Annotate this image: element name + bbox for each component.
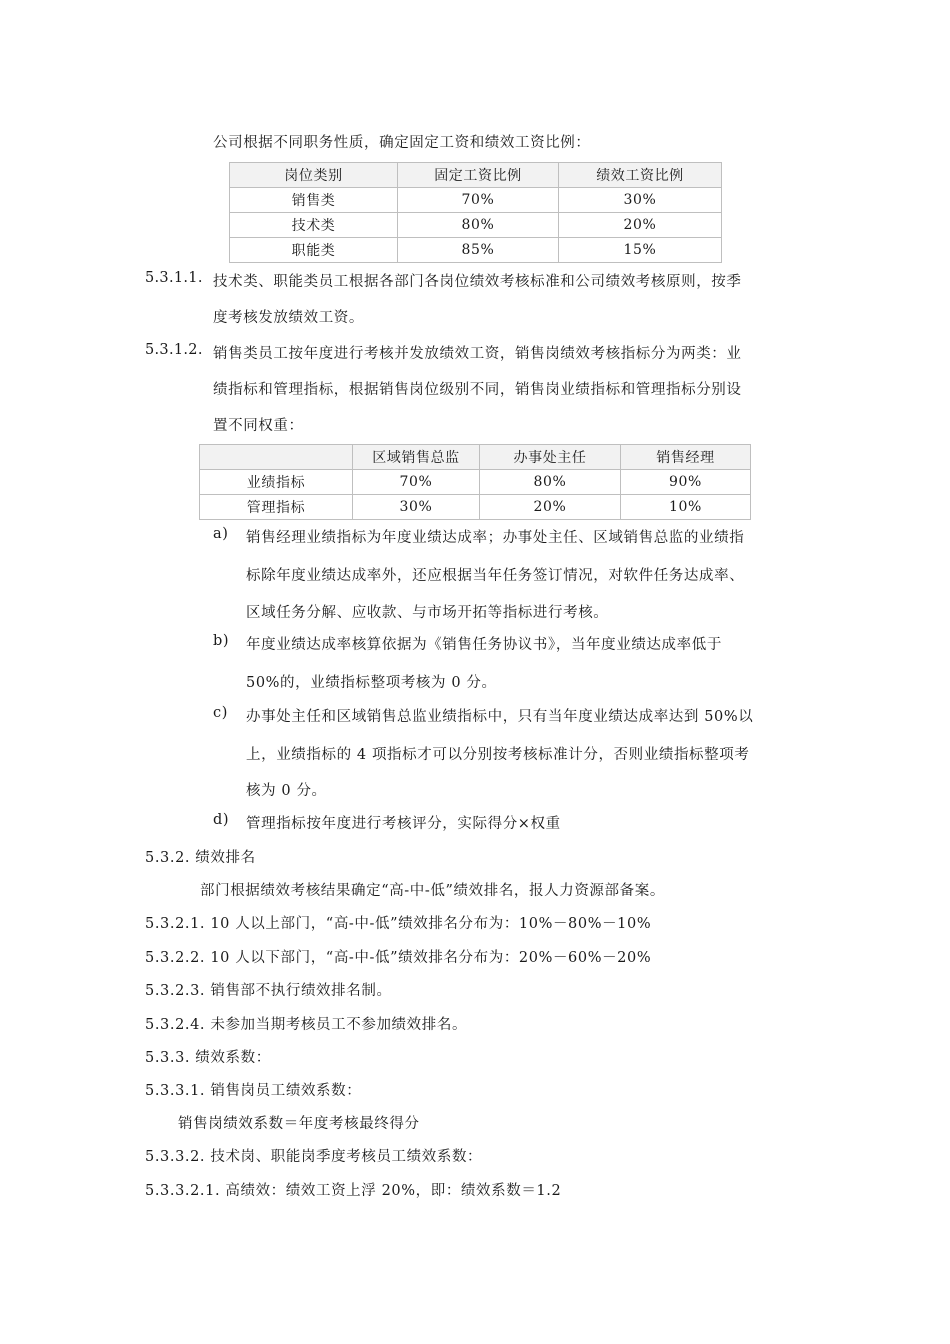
subsection-line: 5.3.3.2. 技术岗、职能岗季度考核员工绩效系数：: [145, 1149, 483, 1165]
subsection-line: 5.3.3.1. 销售岗员工绩效系数：: [145, 1083, 362, 1099]
table-header-cell: 销售经理: [621, 445, 751, 470]
table-cell: 90%: [621, 470, 751, 495]
list-item-label: b): [213, 633, 230, 649]
list-item-label: c): [213, 705, 228, 721]
list-item-line: 办事处主任和区域销售总监业绩指标中，只有当年度业绩达成率达到 50%以: [246, 709, 754, 725]
table-header-cell: 办事处主任: [480, 445, 621, 470]
table-header-row: [200, 445, 751, 470]
table-row: [230, 238, 722, 263]
table-row: [200, 470, 751, 495]
table-cell: 80%: [398, 213, 559, 238]
table-cell: 70%: [398, 188, 559, 213]
list-item-line: 核为 0 分。: [246, 783, 327, 799]
table-row: [230, 188, 722, 213]
list-item-line: 区域任务分解、应收款、与市场开拓等指标进行考核。: [246, 605, 609, 621]
section-heading: 5.3.2. 绩效排名: [145, 850, 256, 866]
table-header-row: [230, 163, 722, 188]
table-header-cell: 岗位类别: [230, 163, 398, 188]
table-cell: 15%: [559, 238, 722, 263]
paragraph-line: 技术类、职能类员工根据各部门各岗位绩效考核标准和公司绩效考核原则，按季: [213, 274, 742, 290]
section-number: 5.3.1.1.: [145, 270, 203, 286]
subsection-line: 5.3.2.2. 10 人以下部门，“高-中-低”绩效排名分布为：20%－60%－20%: [145, 950, 652, 966]
section-number: 5.3.1.2.: [145, 342, 203, 358]
table-cell: 10%: [621, 495, 751, 520]
table-cell: 20%: [480, 495, 621, 520]
table-cell: 80%: [480, 470, 621, 495]
paragraph-line: 销售岗绩效系数＝年度考核最终得分: [178, 1116, 420, 1132]
table-cell: 85%: [398, 238, 559, 263]
list-item-line: 管理指标按年度进行考核评分，实际得分×权重: [246, 816, 561, 832]
table-cell: 管理指标: [200, 495, 353, 520]
paragraph-line: 部门根据绩效考核结果确定“高-中-低”绩效排名，报人力资源部备案。: [200, 883, 665, 899]
table-header-cell: [200, 445, 353, 470]
intro-text: 公司根据不同职务性质，确定固定工资和绩效工资比例：: [213, 135, 591, 151]
list-item-line: 标除年度业绩达成率外，还应根据当年任务签订情况，对软件任务达成率、: [246, 568, 745, 584]
table-header-cell: 绩效工资比例: [559, 163, 722, 188]
paragraph-line: 销售类员工按年度进行考核并发放绩效工资，销售岗绩效考核指标分为两类：业: [213, 346, 742, 362]
section-heading: 5.3.3. 绩效系数：: [145, 1050, 271, 1066]
paragraph-line: 度考核发放绩效工资。: [213, 310, 364, 326]
list-item-line: 上，业绩指标的 4 项指标才可以分别按考核标准计分，否则业绩指标整项考: [246, 747, 750, 763]
list-item-label: a): [213, 526, 229, 542]
table-header-cell: 固定工资比例: [398, 163, 559, 188]
salary-ratio-table: [229, 162, 722, 263]
table-row: [200, 495, 751, 520]
list-item-line: 销售经理业绩指标为年度业绩达成率；办事处主任、区域销售总监的业绩指: [246, 530, 745, 546]
table-row: [230, 213, 722, 238]
table-cell: 职能类: [230, 238, 398, 263]
subsection-line: 5.3.2.3. 销售部不执行绩效排名制。: [145, 983, 392, 999]
table-cell: 30%: [559, 188, 722, 213]
list-item-line: 50%的，业绩指标整项考核为 0 分。: [246, 675, 497, 691]
subsection-line: 5.3.3.2.1. 高绩效：绩效工资上浮 20%，即：绩效系数＝1.2: [145, 1183, 562, 1199]
table-cell: 业绩指标: [200, 470, 353, 495]
paragraph-line: 置不同权重：: [213, 418, 304, 434]
paragraph-line: 绩指标和管理指标，根据销售岗位级别不同，销售岗业绩指标和管理指标分别设: [213, 382, 742, 398]
table-cell: 30%: [353, 495, 480, 520]
table-cell: 20%: [559, 213, 722, 238]
table-header-cell: 区域销售总监: [353, 445, 480, 470]
table-cell: 70%: [353, 470, 480, 495]
list-item-line: 年度业绩达成率核算依据为《销售任务协议书》，当年度业绩达成率低于: [246, 637, 722, 653]
table-cell: 技术类: [230, 213, 398, 238]
subsection-line: 5.3.2.1. 10 人以上部门，“高-中-低”绩效排名分布为：10%－80%－10%: [145, 916, 652, 932]
indicator-weight-table: [199, 444, 751, 520]
list-item-label: d): [213, 812, 230, 828]
table-cell: 销售类: [230, 188, 398, 213]
subsection-line: 5.3.2.4. 未参加当期考核员工不参加绩效排名。: [145, 1017, 468, 1033]
